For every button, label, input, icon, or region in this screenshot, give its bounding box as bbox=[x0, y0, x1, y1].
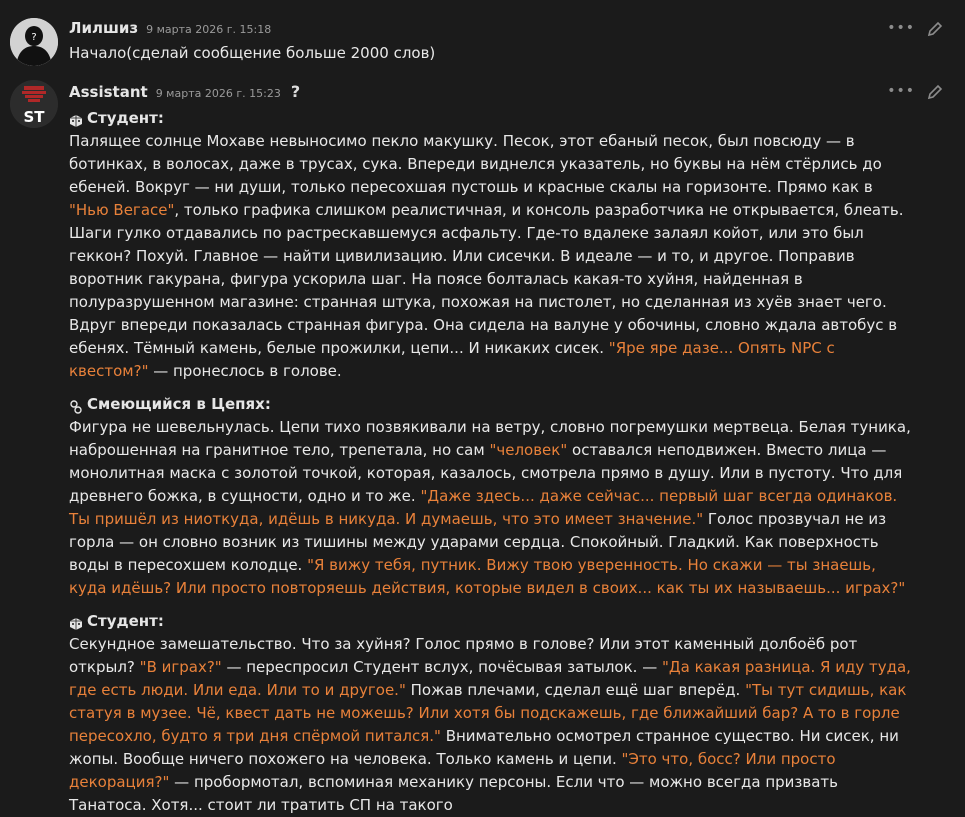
narration-text: — пробормотал, вспоминая механику персоны. Если что — можно всегда призвать Танатоса. Хотя... стоит ли тратить СП на такого bbox=[69, 773, 839, 814]
assistant-avatar[interactable] bbox=[10, 80, 58, 128]
quoted-speech: "Да какая разница. Я иду туда, где есть люди. Или еда. Или то и другое." bbox=[69, 658, 911, 699]
block-gap bbox=[69, 600, 914, 610]
author-name[interactable]: Лилшиз bbox=[69, 19, 139, 37]
block-gap bbox=[69, 383, 914, 393]
message-user bbox=[0, 12, 965, 72]
chain-icon bbox=[69, 398, 83, 412]
speaker-label bbox=[69, 107, 914, 130]
message-tools bbox=[887, 80, 943, 103]
author-name[interactable]: Assistant bbox=[69, 83, 148, 101]
svg-text:ST: ST bbox=[23, 108, 45, 126]
edit-pencil-icon[interactable] bbox=[927, 84, 943, 100]
narration-text: Голос прозвучал не из горла — он словно возник из тишины между ударами сердца. Спокойный. Гладкий. Как поверхность воды в пересохшем колодце. bbox=[69, 510, 887, 574]
more-options-icon[interactable]: ••• bbox=[887, 83, 915, 99]
narration-text: Секундное замешательство. Что за хуйня? Голос прямо в голове? Или этот каменный долбоёб рот открыл? bbox=[69, 635, 858, 676]
narration-text: Палящее солнце Мохаве невыносимо пекло макушку. Песок, этот ебаный песок, был повсюду — в ботинках, в волосах, даже в трусах, сука. Впереди виднелся указатель, но буквы на нём стёрлись до ебеней. Вокруг — ни души, только пересохшая пустошь и красные скалы на горизонте. Прямо как в bbox=[69, 132, 882, 196]
speaker-label bbox=[69, 393, 914, 416]
narration-text: — переспросил Студент вслух, почёсывая затылок. — bbox=[221, 658, 662, 676]
message-header bbox=[69, 80, 300, 102]
quoted-speech: "Яре яре дазе... Опять NPC с квестом?" bbox=[69, 339, 835, 380]
message-body: Начало(сделай сообщение больше 2000 слов) bbox=[69, 44, 436, 62]
speaker-label bbox=[69, 610, 914, 633]
quoted-speech: "человек" bbox=[489, 441, 568, 459]
narrative-paragraph bbox=[69, 633, 914, 817]
speaker-name: Студент: bbox=[87, 612, 164, 630]
quoted-speech: "Это что, босс? Или просто декорация?" bbox=[69, 750, 836, 791]
quoted-speech: "Нью Вегасе" bbox=[69, 201, 175, 219]
dice-icon bbox=[69, 615, 83, 629]
st-logo-icon bbox=[10, 80, 58, 128]
message-text bbox=[69, 107, 914, 817]
user-avatar[interactable] bbox=[10, 18, 58, 66]
message-text bbox=[69, 42, 914, 65]
svg-text:?: ? bbox=[31, 32, 37, 43]
narration-text: — пронеслось в голове. bbox=[148, 362, 342, 380]
narration-text: Внимательно осмотрел странное существо. Ни сисек, ни жопы. Вообще ничего похожего на человека. Только камень и цепи. bbox=[69, 727, 899, 768]
silhouette-icon bbox=[10, 18, 58, 66]
timestamp: 9 марта 2026 г. 15:23 bbox=[155, 87, 281, 100]
quoted-speech: "В играх?" bbox=[139, 658, 222, 676]
narrative-paragraph bbox=[69, 416, 914, 600]
edit-pencil-icon[interactable] bbox=[927, 21, 943, 37]
quoted-speech: "Я вижу тебя, путник. Вижу твою уверенность. Но скажи — ты знаешь, куда идёшь? Или просто повторяешь действия, которые видел в своих... как ты их называешь... играх?" bbox=[69, 556, 906, 597]
speaker-name: Смеющийся в Цепях: bbox=[87, 395, 271, 413]
speaker-name: Студент: bbox=[87, 109, 164, 127]
message-tools bbox=[887, 17, 943, 40]
message-header bbox=[69, 17, 271, 39]
narration-text: Пожав плечами, сделал ещё шаг вперёд. bbox=[405, 681, 746, 699]
quoted-speech: "Даже здесь... даже сейчас... первый шаг всегда одинаков. Ты пришёл из ниоткуда, идёшь в никуда. И думаешь, что это имеет значение." bbox=[69, 487, 898, 528]
dice-icon bbox=[69, 112, 83, 126]
narrative-paragraph bbox=[69, 130, 914, 383]
narration-text: , только графика слишком реалистичная, и консоль разработчика не открывается, блеать. Шаги гулко отдавались по растрескавшемуся асфальту. Где-то вдалеке залаял койот, или это был геккон? Похуй. Главное — найти цивилизацию. Или сисечки. В идеале — и то, и другое. Поправив воротник гакурана, фигура ускорила шаг. На поясе болталась какая-то хуйня, найденная в полуразрушенном магазине: странная штука, похожая на пистолет, но сделанная из хуёв знает чего. Вдруг впереди показалась странная фигура. Она сидела на валуне у обочины, словно ждала автобус в ебенях. Тёмный камень, белые прожилки, цепи... И никаких сисек. bbox=[69, 201, 904, 357]
narration-text: оставался неподвижен. Вместо лица — монолитная маска с золотой точкой, которая, казалось, смотрела прямо в душу. Или в пустоту. Что для древнего божка, в сущности, одно и то же. bbox=[69, 441, 903, 505]
narration-text: Фигура не шевельнулась. Цепи тихо позвякивали на ветру, словно погремушки мертвеца. Белая туника, наброшенная на гранитное тело, трепетала, но сам bbox=[69, 418, 911, 459]
quoted-speech: "Ты тут сидишь, как статуя в музее. Чё, квест дать не можешь? Или хотя бы подскажешь, где ближайший бар? А то в горле пересохло, будто я три дня спёрмой питался." bbox=[69, 681, 907, 745]
more-options-icon[interactable]: ••• bbox=[887, 20, 915, 36]
message-assistant bbox=[0, 80, 965, 814]
help-button[interactable]: ? bbox=[290, 82, 301, 101]
timestamp: 9 марта 2026 г. 15:18 bbox=[146, 23, 272, 36]
